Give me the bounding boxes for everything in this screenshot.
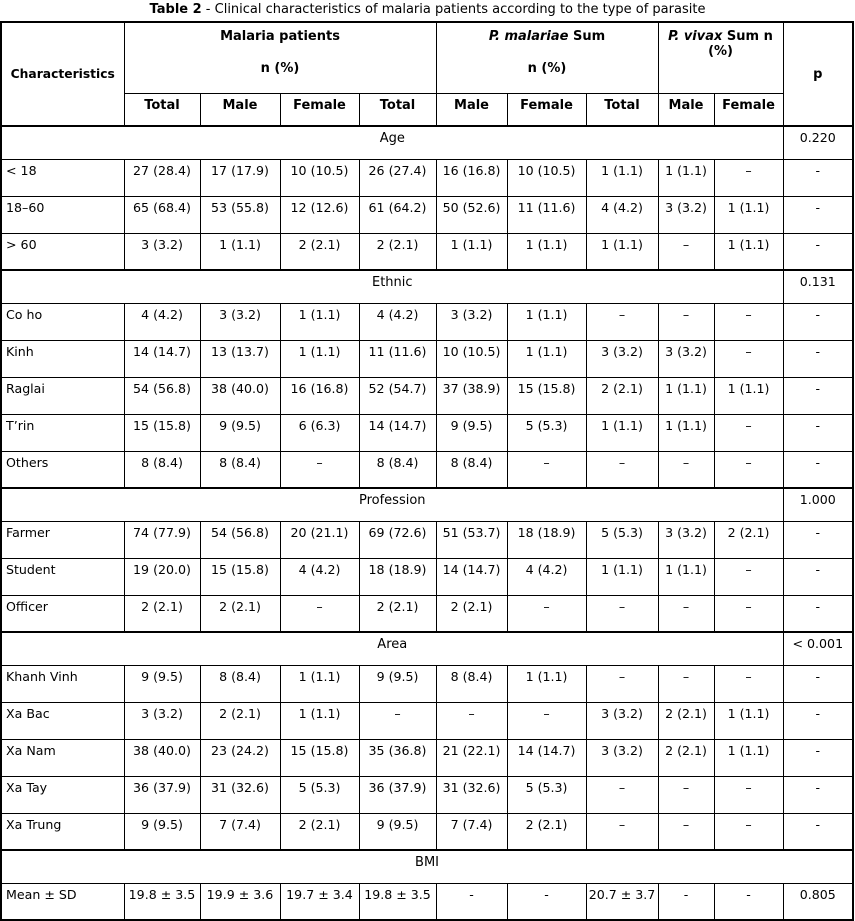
data-cell-4: 11 (11.6) (359, 340, 436, 377)
data-cell-5: 10 (10.5) (436, 340, 507, 377)
data-cell-1: 38 (40.0) (124, 739, 200, 776)
data-cell-1: 36 (37.9) (124, 776, 200, 813)
table-row (1, 377, 853, 414)
data-cell-6: 1 (1.1) (507, 303, 586, 340)
data-cell-1: 9 (9.5) (124, 813, 200, 850)
section-row-ethnic (1, 270, 853, 303)
table-header (1, 22, 853, 126)
section-p-value-ethnic: 0.131 (783, 270, 853, 303)
group-rest-text: Malaria patients (220, 29, 340, 44)
data-cell-1: 2 (2.1) (124, 595, 200, 632)
data-cell-7: 20.7 ± 3.7 (586, 883, 658, 920)
subheader-female-2: Female (507, 93, 586, 126)
data-cell-1: 19.8 ± 3.5 (124, 883, 200, 920)
data-cell-3: 4 (4.2) (280, 558, 359, 595)
data-cell-2: 53 (55.8) (200, 196, 280, 233)
data-cell-4: 52 (54.7) (359, 377, 436, 414)
data-cell-5: 2 (2.1) (436, 595, 507, 632)
data-cell-1: 65 (68.4) (124, 196, 200, 233)
row-label: T’rin (1, 414, 124, 451)
group-header-p-vivax (658, 22, 783, 93)
data-cell-6: 11 (11.6) (507, 196, 586, 233)
data-cell-6: 5 (5.3) (507, 414, 586, 451)
group-header-line2: n (%) (527, 61, 567, 76)
data-cell-2: 8 (8.4) (200, 451, 280, 488)
data-cell-4: 9 (9.5) (359, 665, 436, 702)
data-cell-2: 31 (32.6) (200, 776, 280, 813)
data-cell-3: 15 (15.8) (280, 739, 359, 776)
row-label: > 60 (1, 233, 124, 270)
data-cell-7: – (586, 776, 658, 813)
data-cell-4: – (359, 702, 436, 739)
data-cell-4: 61 (64.2) (359, 196, 436, 233)
data-cell-4: 26 (27.4) (359, 159, 436, 196)
data-cell-3: 1 (1.1) (280, 665, 359, 702)
data-cell-5: 9 (9.5) (436, 414, 507, 451)
data-cell-6: 4 (4.2) (507, 558, 586, 595)
data-cell-8: 2 (2.1) (658, 702, 714, 739)
data-cell-9: – (714, 451, 783, 488)
table-row (1, 883, 853, 920)
table-row (1, 595, 853, 632)
data-cell-7: 4 (4.2) (586, 196, 658, 233)
row-label: Khanh Vinh (1, 665, 124, 702)
data-cell-6: – (507, 702, 586, 739)
data-cell-1: 4 (4.2) (124, 303, 200, 340)
data-cell-8: – (658, 303, 714, 340)
data-cell-4: 69 (72.6) (359, 521, 436, 558)
data-cell-7: 5 (5.3) (586, 521, 658, 558)
data-cell-5: 8 (8.4) (436, 665, 507, 702)
data-cell-8: – (658, 776, 714, 813)
table-row (1, 159, 853, 196)
data-cell-9: 1 (1.1) (714, 233, 783, 270)
section-row-area (1, 632, 853, 665)
data-cell-3: 10 (10.5) (280, 159, 359, 196)
data-cell-2: 23 (24.2) (200, 739, 280, 776)
data-cell-7: 3 (3.2) (586, 702, 658, 739)
row-p-value: - (783, 665, 853, 702)
data-cell-1: 54 (56.8) (124, 377, 200, 414)
data-cell-7: 2 (2.1) (586, 377, 658, 414)
table-title-caption: - Clinical characteristics of malaria patients according to the type of parasite (201, 2, 706, 17)
row-label: Officer (1, 595, 124, 632)
group-header-malaria-patients (124, 22, 436, 93)
data-cell-6: 1 (1.1) (507, 340, 586, 377)
data-cell-5: 31 (32.6) (436, 776, 507, 813)
row-label: Others (1, 451, 124, 488)
section-label-ethnic: Ethnic (1, 270, 783, 303)
data-cell-9: – (714, 595, 783, 632)
row-label: Mean ± SD (1, 883, 124, 920)
data-cell-8: - (658, 883, 714, 920)
table-title (0, 0, 855, 21)
table-row (1, 813, 853, 850)
group-header-line1 (439, 29, 656, 44)
row-label: Raglai (1, 377, 124, 414)
row-p-value: - (783, 233, 853, 270)
row-p-value: - (783, 739, 853, 776)
section-label-age: Age (1, 126, 783, 159)
clinical-characteristics-table (0, 21, 854, 921)
data-cell-4: 14 (14.7) (359, 414, 436, 451)
table-row (1, 665, 853, 702)
data-cell-9: – (714, 558, 783, 595)
section-p-value-profession: 1.000 (783, 488, 853, 521)
data-cell-9: 2 (2.1) (714, 521, 783, 558)
data-cell-5: 50 (52.6) (436, 196, 507, 233)
row-label: 18–60 (1, 196, 124, 233)
data-cell-7: – (586, 595, 658, 632)
data-cell-1: 3 (3.2) (124, 702, 200, 739)
group-header-line2: n (%) (260, 61, 300, 76)
data-cell-6: 1 (1.1) (507, 233, 586, 270)
table-row (1, 521, 853, 558)
data-cell-8: 3 (3.2) (658, 340, 714, 377)
data-cell-2: 19.9 ± 3.6 (200, 883, 280, 920)
data-cell-3: 1 (1.1) (280, 340, 359, 377)
data-cell-4: 8 (8.4) (359, 451, 436, 488)
data-cell-3: 1 (1.1) (280, 702, 359, 739)
row-label: Farmer (1, 521, 124, 558)
data-cell-1: 9 (9.5) (124, 665, 200, 702)
data-cell-6: – (507, 595, 586, 632)
table-row (1, 233, 853, 270)
data-cell-5: 21 (22.1) (436, 739, 507, 776)
subheader-total-1: Total (124, 93, 200, 126)
data-cell-7: – (586, 451, 658, 488)
row-p-value: - (783, 558, 853, 595)
group-italic-text: P. vivax (668, 29, 723, 44)
data-cell-9: – (714, 813, 783, 850)
data-cell-9: – (714, 414, 783, 451)
data-cell-9: – (714, 303, 783, 340)
table-row (1, 196, 853, 233)
data-cell-9: – (714, 665, 783, 702)
section-label-bmi: BMI (1, 850, 853, 883)
data-cell-5: 16 (16.8) (436, 159, 507, 196)
data-cell-9: – (714, 340, 783, 377)
data-cell-3: – (280, 451, 359, 488)
section-label-area: Area (1, 632, 783, 665)
row-label: Xa Nam (1, 739, 124, 776)
data-cell-6: 2 (2.1) (507, 813, 586, 850)
data-cell-5: - (436, 883, 507, 920)
data-cell-3: 16 (16.8) (280, 377, 359, 414)
data-cell-7: 1 (1.1) (586, 414, 658, 451)
data-cell-7: 1 (1.1) (586, 558, 658, 595)
data-cell-8: – (658, 451, 714, 488)
table-row (1, 558, 853, 595)
data-cell-5: 37 (38.9) (436, 377, 507, 414)
data-cell-7: 3 (3.2) (586, 739, 658, 776)
subheader-male-3: Male (658, 93, 714, 126)
data-cell-8: – (658, 813, 714, 850)
table-row (1, 702, 853, 739)
row-label: Xa Trung (1, 813, 124, 850)
data-cell-8: 1 (1.1) (658, 159, 714, 196)
data-cell-6: – (507, 451, 586, 488)
row-p-value: - (783, 414, 853, 451)
subheader-female-3: Female (714, 93, 783, 126)
data-cell-2: 1 (1.1) (200, 233, 280, 270)
data-cell-8: 3 (3.2) (658, 521, 714, 558)
data-cell-3: 5 (5.3) (280, 776, 359, 813)
data-cell-6: 15 (15.8) (507, 377, 586, 414)
row-p-value: - (783, 521, 853, 558)
data-cell-9: 1 (1.1) (714, 196, 783, 233)
table-title-number: Table 2 (149, 2, 202, 17)
data-cell-1: 19 (20.0) (124, 558, 200, 595)
row-label: Co ho (1, 303, 124, 340)
group-header-p-malariae (436, 22, 658, 93)
row-p-value: - (783, 340, 853, 377)
data-cell-8: – (658, 595, 714, 632)
data-cell-4: 4 (4.2) (359, 303, 436, 340)
data-cell-3: – (280, 595, 359, 632)
data-cell-9: 1 (1.1) (714, 739, 783, 776)
data-cell-9: – (714, 776, 783, 813)
data-cell-6: 5 (5.3) (507, 776, 586, 813)
data-cell-6: 10 (10.5) (507, 159, 586, 196)
data-cell-7: 3 (3.2) (586, 340, 658, 377)
data-cell-3: 1 (1.1) (280, 303, 359, 340)
data-cell-4: 35 (36.8) (359, 739, 436, 776)
row-p-value: - (783, 159, 853, 196)
row-p-value: 0.805 (783, 883, 853, 920)
section-p-value-age: 0.220 (783, 126, 853, 159)
data-cell-4: 2 (2.1) (359, 595, 436, 632)
data-cell-5: – (436, 702, 507, 739)
data-cell-2: 7 (7.4) (200, 813, 280, 850)
data-cell-8: 2 (2.1) (658, 739, 714, 776)
row-label: Student (1, 558, 124, 595)
table-row (1, 303, 853, 340)
data-cell-3: 20 (21.1) (280, 521, 359, 558)
data-cell-2: 13 (13.7) (200, 340, 280, 377)
table-row (1, 776, 853, 813)
row-label: Xa Tay (1, 776, 124, 813)
subheader-male-2: Male (436, 93, 507, 126)
data-cell-2: 15 (15.8) (200, 558, 280, 595)
row-p-value: - (783, 196, 853, 233)
data-cell-5: 14 (14.7) (436, 558, 507, 595)
data-cell-8: – (658, 233, 714, 270)
data-cell-8: 3 (3.2) (658, 196, 714, 233)
data-cell-1: 74 (77.9) (124, 521, 200, 558)
table-row (1, 414, 853, 451)
subheader-female-1: Female (280, 93, 359, 126)
data-cell-2: 38 (40.0) (200, 377, 280, 414)
data-cell-3: 12 (12.6) (280, 196, 359, 233)
subheader-male-1: Male (200, 93, 280, 126)
data-cell-2: 17 (17.9) (200, 159, 280, 196)
data-cell-8: 1 (1.1) (658, 414, 714, 451)
data-cell-2: 8 (8.4) (200, 665, 280, 702)
group-header-line1 (127, 29, 434, 44)
group-header-row (1, 22, 853, 93)
row-p-value: - (783, 776, 853, 813)
subheader-total-3: Total (586, 93, 658, 126)
data-cell-6: 14 (14.7) (507, 739, 586, 776)
data-cell-4: 9 (9.5) (359, 813, 436, 850)
row-label: Kinh (1, 340, 124, 377)
data-cell-2: 2 (2.1) (200, 595, 280, 632)
data-cell-7: – (586, 813, 658, 850)
section-row-profession (1, 488, 853, 521)
section-row-bmi (1, 850, 853, 883)
data-cell-1: 15 (15.8) (124, 414, 200, 451)
group-rest-text: Sum (568, 29, 606, 44)
data-cell-5: 3 (3.2) (436, 303, 507, 340)
data-cell-1: 3 (3.2) (124, 233, 200, 270)
col-header-p: p (783, 22, 853, 126)
row-p-value: - (783, 451, 853, 488)
data-cell-2: 2 (2.1) (200, 702, 280, 739)
table-row (1, 739, 853, 776)
data-cell-2: 3 (3.2) (200, 303, 280, 340)
data-cell-8: 1 (1.1) (658, 377, 714, 414)
data-cell-5: 8 (8.4) (436, 451, 507, 488)
data-cell-3: 2 (2.1) (280, 813, 359, 850)
table-row (1, 340, 853, 377)
data-cell-2: 9 (9.5) (200, 414, 280, 451)
row-p-value: - (783, 377, 853, 414)
data-cell-4: 36 (37.9) (359, 776, 436, 813)
row-label: Xa Bac (1, 702, 124, 739)
data-cell-9: - (714, 883, 783, 920)
data-cell-3: 2 (2.1) (280, 233, 359, 270)
row-p-value: - (783, 813, 853, 850)
data-cell-7: – (586, 303, 658, 340)
data-cell-4: 2 (2.1) (359, 233, 436, 270)
data-cell-9: 1 (1.1) (714, 377, 783, 414)
data-cell-6: 18 (18.9) (507, 521, 586, 558)
data-cell-5: 51 (53.7) (436, 521, 507, 558)
data-cell-6: - (507, 883, 586, 920)
data-cell-9: 1 (1.1) (714, 702, 783, 739)
group-rest-text: Sum n (%) (708, 29, 773, 59)
row-p-value: - (783, 702, 853, 739)
row-label: < 18 (1, 159, 124, 196)
section-p-value-area: < 0.001 (783, 632, 853, 665)
group-italic-text: P. malariae (488, 29, 569, 44)
table-body (1, 126, 853, 920)
data-cell-8: – (658, 665, 714, 702)
data-cell-1: 14 (14.7) (124, 340, 200, 377)
section-label-profession: Profession (1, 488, 783, 521)
data-cell-1: 27 (28.4) (124, 159, 200, 196)
data-cell-6: 1 (1.1) (507, 665, 586, 702)
data-cell-7: 1 (1.1) (586, 233, 658, 270)
row-p-value: - (783, 303, 853, 340)
data-cell-1: 8 (8.4) (124, 451, 200, 488)
data-cell-5: 1 (1.1) (436, 233, 507, 270)
data-cell-9: – (714, 159, 783, 196)
group-header-line1 (661, 29, 781, 59)
data-cell-8: 1 (1.1) (658, 558, 714, 595)
data-cell-4: 19.8 ± 3.5 (359, 883, 436, 920)
data-cell-4: 18 (18.9) (359, 558, 436, 595)
data-cell-7: 1 (1.1) (586, 159, 658, 196)
subheader-row (1, 93, 853, 126)
subheader-total-2: Total (359, 93, 436, 126)
data-cell-3: 6 (6.3) (280, 414, 359, 451)
col-header-characteristics: Characteristics (1, 22, 124, 126)
section-row-age (1, 126, 853, 159)
data-cell-2: 54 (56.8) (200, 521, 280, 558)
data-cell-5: 7 (7.4) (436, 813, 507, 850)
table-row (1, 451, 853, 488)
data-cell-7: – (586, 665, 658, 702)
data-cell-3: 19.7 ± 3.4 (280, 883, 359, 920)
row-p-value: - (783, 595, 853, 632)
